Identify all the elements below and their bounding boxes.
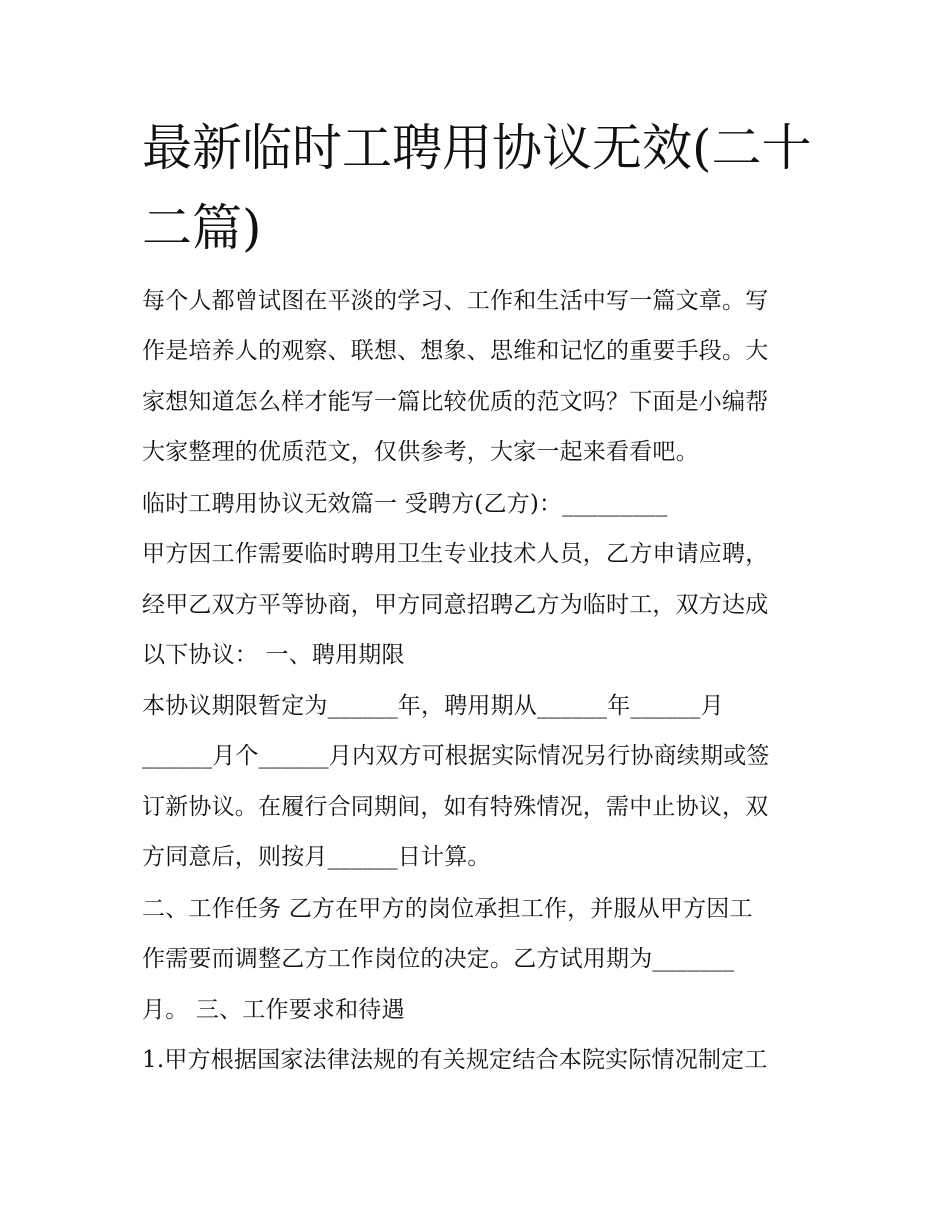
body-line: 作是培养人的观察、联想、想象、思维和记忆的重要手段。大 (142, 338, 769, 364)
body-line: 本协议期限暂定为______年，聘用期从______年______月 (142, 693, 724, 719)
body-line: 每个人都曾试图在平淡的学习、工作和生活中写一篇文章。写 (142, 288, 769, 314)
body-line: 1.甲方根据国家法律法规的有关规定结合本院实际情况制定工 (142, 1047, 768, 1073)
body-line: 二、工作任务 乙方在甲方的岗位承担工作，并服从甲方因工 (142, 896, 753, 922)
body-line: 月。 三、工作要求和待遇 (142, 997, 405, 1023)
body-line: 大家整理的优质范文，仅供参考，大家一起来看看吧。 (142, 439, 699, 465)
document-title: 最新临时工聘用协议无效(二十二篇) (142, 119, 812, 257)
body-line: 以下协议： 一、聘用期限 (142, 642, 405, 668)
body-line: 作需要而调整乙方工作岗位的决定。乙方试用期为_______ (142, 946, 735, 972)
body-line: 临时工聘用协议无效篇一 受聘方(乙方)：_________ (142, 491, 668, 517)
body-line: 甲方因工作需要临时聘用卫生专业技术人员，乙方申请应聘， (142, 541, 769, 567)
body-line: ______月个______月内双方可根据实际情况另行协商续期或签 (142, 743, 770, 769)
body-line: 经甲乙双方平等协商，甲方同意招聘乙方为临时工，双方达成 (142, 592, 769, 618)
body-line: 订新协议。在履行合同期间，如有特殊情况，需中止协议，双 (142, 794, 769, 820)
body-line: 方同意后，则按月______日计算。 (142, 844, 491, 870)
body-line: 家想知道怎么样才能写一篇比较优质的范文吗？下面是小编帮 (142, 389, 769, 415)
